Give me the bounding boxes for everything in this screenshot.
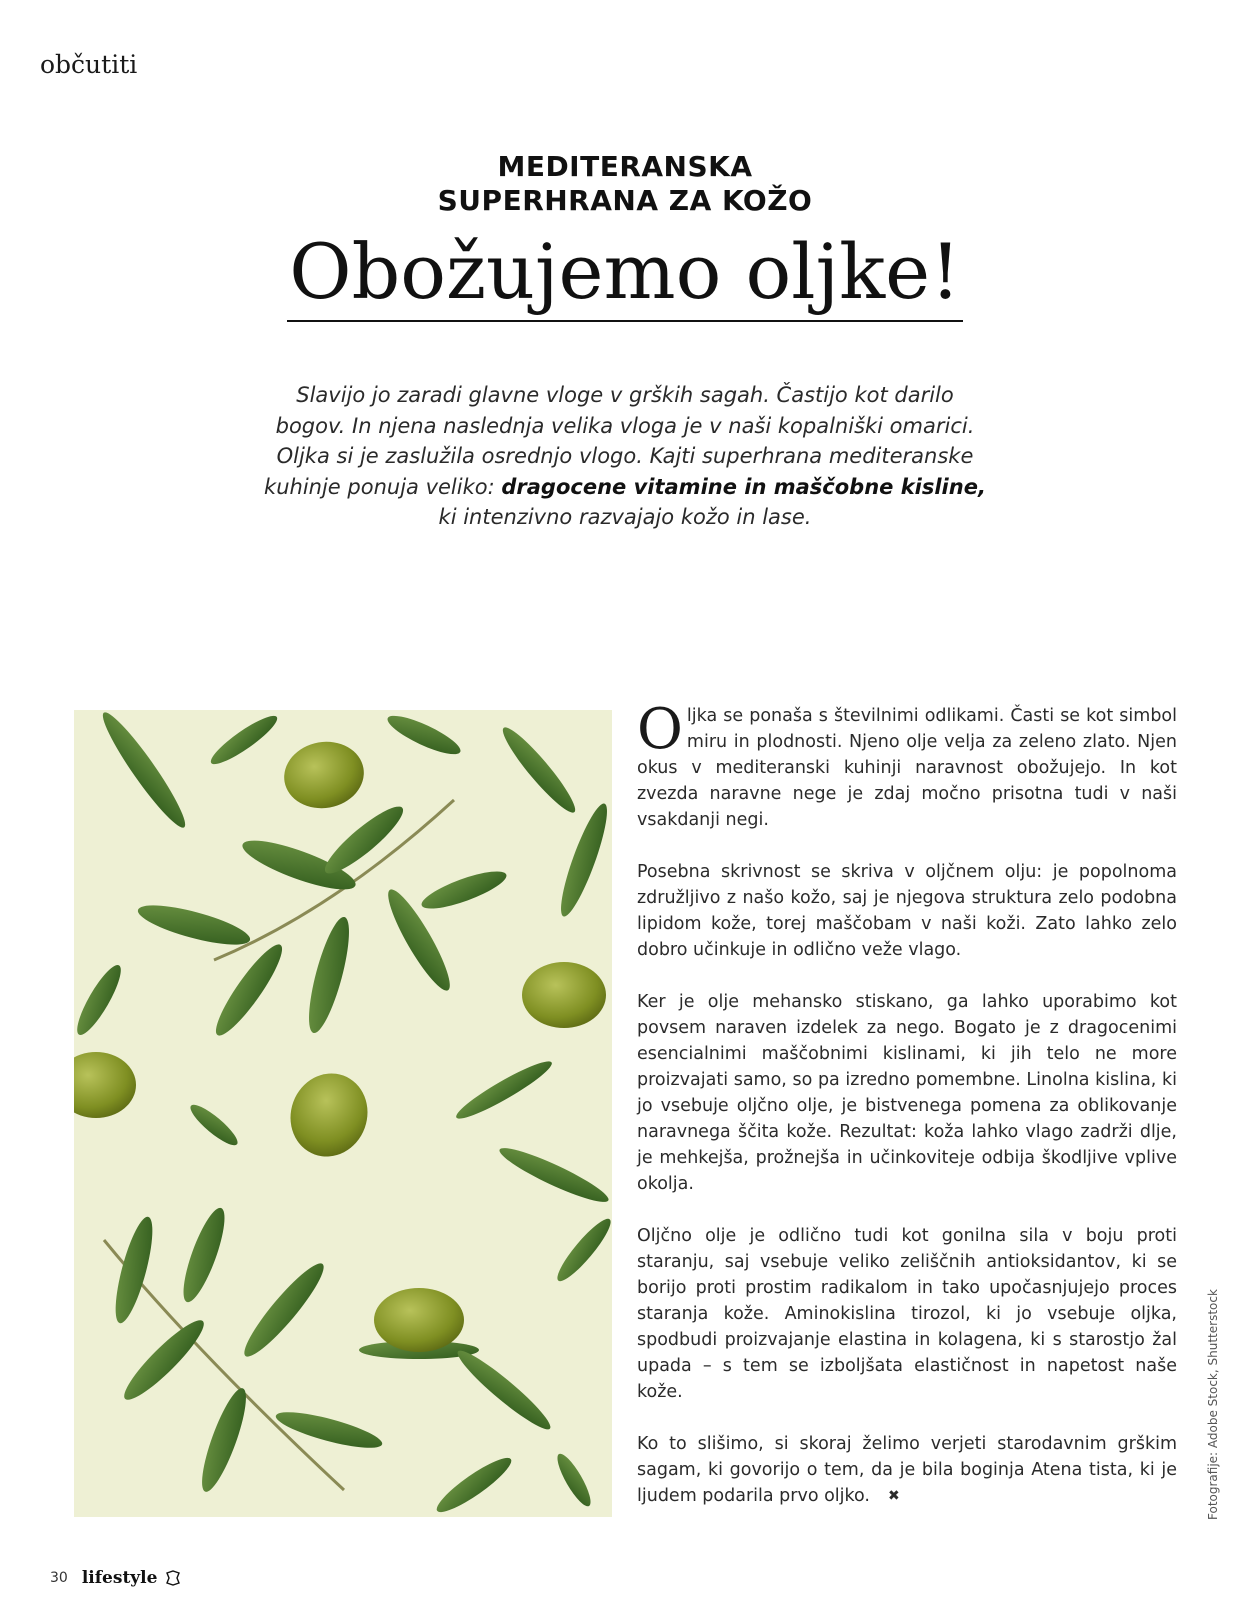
olive-photo — [74, 710, 612, 1517]
page-number: 30 — [50, 1570, 68, 1586]
paragraph-1-text: ljka se ponaša s številnimi odlikami. Časti se kot simbol miru in plodnosti. Njeno olje velja za zeleno zlato. Njen okus v mediteranski kuhinji naravnost obožujejo. In kot zvezda naravne nege je zdaj močno prisotna tudi v naši vsakdanji negi. — [637, 706, 1177, 830]
intro-text: Slavijo jo zaradi glavne vloge v grških sagah. Častijo kot darilo bogov. In njena naslednja velika vloga je v naši kopalniški omarici. Oljka si je zaslužila osrednjo vlogo. Kajti superhrana mediteranske kuhinje ponuja veliko: — [264, 383, 975, 499]
brand-name: lifestyle — [81, 1568, 158, 1588]
article-paragraph-4: Oljčno olje je odlično tudi kot gonilna sila v boju proti staranju, saj vsebuje veliko zeliščnih antioksidantov, ki se borijo proti prostim radikalom in tako upočasnjujejo proces staranja kože. Aminokislina tirozol, ki jo vsebuje oljka, spodbudi proizvajanje elastina in kolagena, ki s starostjo žal upada – s tem se izboljšata elastičnost in napetost naše kože. — [637, 1226, 1177, 1402]
kicker — [0, 150, 1250, 218]
dropcap: O — [637, 697, 683, 762]
intro-text-end: ki intenzivno razvajajo kožo in lase. — [438, 505, 812, 529]
article-paragraph-1 — [637, 697, 1177, 833]
brand-logo-icon — [165, 1570, 181, 1586]
photo-credit: Fotografije: Adobe Stock, Shutterstock — [1206, 1289, 1220, 1520]
paragraph-5-text: Ko to slišimo, si skoraj želimo verjeti starodavnim grškim sagam, ki govorijo o tem, da je bila boginja Atena tista, ki je ljudem podarila prvo oljko. — [637, 1434, 1177, 1506]
kicker-line-2: SUPERHRANA ZA KOŽO — [437, 184, 813, 217]
intro-paragraph — [260, 380, 990, 533]
page-footer — [50, 1568, 181, 1588]
headline: Obožujemo oljke! — [287, 226, 962, 322]
article-paragraph-2: Posebna skrivnost se skriva v oljčnem olju: je popolnoma združljivo z našo kožo, saj je njegova struktura zelo podobna lipidom kože, torej maščobam v naši koži. Zato lahko zelo dobro učinkuje in odlično veže vlago. — [637, 862, 1177, 960]
section-label: občutiti — [40, 50, 138, 79]
article-body — [637, 697, 1177, 1535]
kicker-line-1: MEDITERANSKA — [497, 150, 753, 183]
end-mark-icon: ✖ — [888, 1488, 900, 1504]
article-paragraph-3: Ker je olje mehansko stiskano, ga lahko uporabimo kot povsem naraven izdelek za nego. Bogato je z dragocenimi esencialnimi maščobnimi kislinami, ki jih telo ne more proizvajati samo, so pa izredno pomembne. Linolna kislina, ki jo vsebuje oljčno olje, je bistvenega pomena za oblikovanje naravnega ščita kože. Rezultat: koža lahko vlago zadrži dlje, je mehkejša, prožnejša in učinkoviteje odbija škodljive vplive okolja. — [637, 992, 1177, 1194]
article-paragraph-5 — [637, 1431, 1177, 1509]
intro-bold-text: dragocene vitamine in maščobne kisline, — [501, 474, 986, 499]
headline-wrap — [0, 226, 1250, 322]
olive-illustration — [74, 710, 612, 1517]
